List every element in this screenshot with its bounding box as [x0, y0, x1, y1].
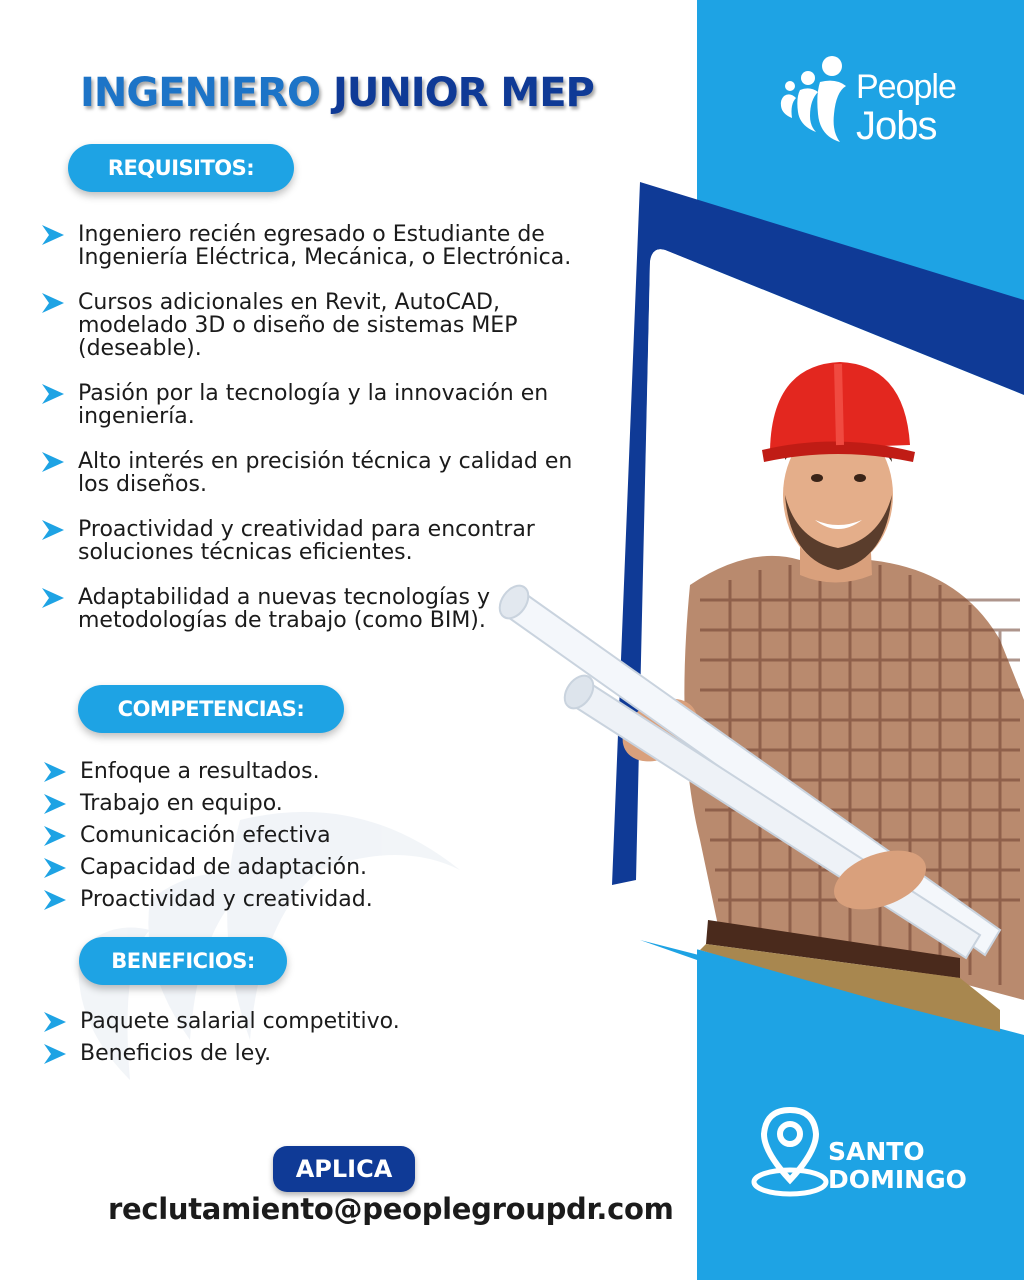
chevron-right-icon — [40, 519, 66, 541]
list-item — [42, 824, 462, 847]
job-title-part2: JUNIOR MEP — [332, 70, 594, 116]
requirement-text: Proactividad y creatividad para encontrar soluciones técnicas eficientes. — [78, 517, 535, 565]
list-item — [42, 1010, 502, 1033]
chevron-right-icon — [42, 825, 68, 847]
list-item — [42, 760, 462, 783]
list-item — [42, 888, 462, 911]
map-pin-icon — [750, 1106, 830, 1198]
chevron-right-icon — [40, 292, 66, 314]
location-line2: DOMINGO — [828, 1165, 967, 1194]
logo-word-people: People — [856, 68, 956, 106]
people-jobs-logo — [776, 52, 976, 152]
list-item — [40, 450, 610, 496]
contact-email[interactable]: reclutamiento@peoplegroupdr.com — [108, 1192, 674, 1226]
chevron-right-icon — [40, 224, 66, 246]
benefit-text: Beneficios de ley. — [80, 1041, 272, 1066]
requirement-text: Adaptabilidad a nuevas tecnologías y metodologías de trabajo (como BIM). — [78, 585, 491, 633]
chevron-right-icon — [42, 761, 68, 783]
list-item — [40, 223, 610, 269]
chevron-right-icon — [40, 383, 66, 405]
location-badge — [750, 1106, 990, 1201]
chevron-right-icon — [42, 793, 68, 815]
people-figures-icon — [776, 52, 856, 144]
list-item — [40, 291, 610, 360]
chevron-right-icon — [42, 1043, 68, 1065]
competency-text: Trabajo en equipo. — [80, 791, 283, 816]
list-item — [42, 792, 462, 815]
chevron-right-icon — [42, 889, 68, 911]
requirements-heading: REQUISITOS: — [68, 144, 294, 192]
requirement-text: Alto interés en precisión técnica y calidad en los diseños. — [78, 449, 573, 497]
job-title-part1: INGENIERO — [80, 70, 321, 116]
requirements-list — [40, 223, 610, 654]
location-line1: SANTO — [828, 1137, 925, 1166]
competency-text: Capacidad de adaptación. — [80, 855, 367, 880]
requirement-text: Cursos adicionales en Revit, AutoCAD, modelado 3D o diseño de sistemas MEP (deseable). — [78, 290, 518, 361]
chevron-right-icon — [40, 587, 66, 609]
chevron-right-icon — [42, 1011, 68, 1033]
list-item — [40, 518, 610, 564]
logo-word-jobs: Jobs — [856, 104, 937, 148]
list-item — [40, 586, 610, 632]
benefits-heading: BENEFICIOS: — [79, 937, 287, 985]
competencies-list — [42, 760, 462, 920]
chevron-right-icon — [42, 857, 68, 879]
benefits-list — [42, 1010, 502, 1074]
list-item — [40, 382, 610, 428]
job-title — [80, 70, 594, 116]
competency-text: Comunicación efectiva — [80, 823, 331, 848]
list-item — [42, 856, 462, 879]
chevron-right-icon — [40, 451, 66, 473]
benefit-text: Paquete salarial competitivo. — [80, 1009, 400, 1034]
list-item — [42, 1042, 502, 1065]
competencies-heading: COMPETENCIAS: — [78, 685, 344, 733]
competency-text: Proactividad y creatividad. — [80, 887, 373, 912]
requirement-text: Ingeniero recién egresado o Estudiante de Ingeniería Eléctrica, Mecánica, o Electrónica. — [78, 222, 572, 270]
apply-button[interactable]: APLICA — [273, 1146, 415, 1192]
competency-text: Enfoque a resultados. — [80, 759, 320, 784]
requirement-text: Pasión por la tecnología y la innovación en ingeniería. — [78, 381, 549, 429]
